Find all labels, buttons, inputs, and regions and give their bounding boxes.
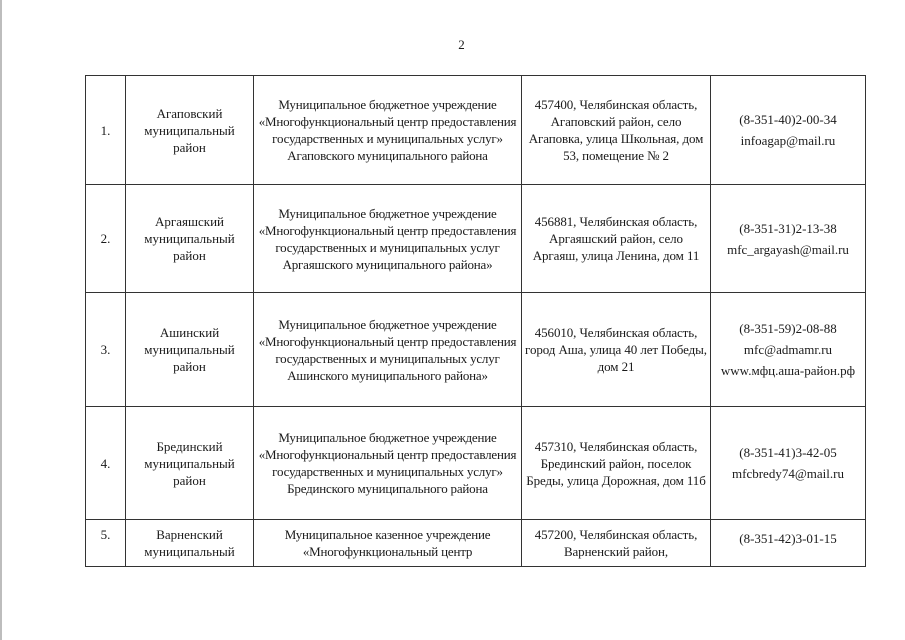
district-name: Агаповский муниципальный район [126,76,254,185]
phone: (8-351-59)2-08-88 [739,321,837,336]
row-number: 2. [86,185,126,293]
phone: (8-351-42)3-01-15 [739,531,837,546]
organization-name: Муниципальное бюджетное учреждение «Многофункциональный центр предоставления государственных и муниципальных услуг Аргаяшского муниципального района» [254,185,522,293]
table-row [86,293,866,407]
phone: (8-351-40)2-00-34 [739,112,837,127]
district-name: Ашинский муниципальный район [126,293,254,407]
contacts [711,76,866,185]
email: infoagap@mail.ru [740,133,836,148]
organization-name: Муниципальное бюджетное учреждение «Многофункциональный центр предоставления государственных и муниципальных услуг» Брединского муниципального района [254,407,522,520]
address: 457200, Челябинская область, Варненский район, [522,520,711,567]
website: www.мфц.аша-район.рф [720,363,856,378]
address: 457310, Челябинская область, Брединский район, поселок Бреды, улица Дорожная, дом 11б [522,407,711,520]
address: 456881, Челябинская область, Аргаяшский район, село Аргаяш, улица Ленина, дом 11 [522,185,711,293]
phone: (8-351-31)2-13-38 [739,220,837,236]
table-row [86,520,866,567]
page-edge-shadow [0,0,2,640]
table-row [86,407,866,520]
mfc-registry-table [85,75,866,567]
page-number: 2 [458,37,465,52]
organization-name: Муниципальное казенное учреждение «Многофункциональный центр [254,520,522,567]
row-number: 1. [86,76,126,185]
contacts [711,520,866,567]
district-name: Брединский муниципальный район [126,407,254,520]
email: mfc@admamr.ru [743,342,833,357]
contacts [711,185,866,293]
organization-name: Муниципальное бюджетное учреждение «Многофункциональный центр предоставления государственных и муниципальных услуг» Агаповского муниципального района [254,76,522,185]
row-number: 5. [86,520,126,567]
organization-name: Муниципальное бюджетное учреждение «Многофункциональный центр предоставления государственных и муниципальных услуг Ашинского муниципального района» [254,293,522,407]
email: mfc_argayash@mail.ru [727,241,849,257]
address: 457400, Челябинская область, Агаповский район, село Агаповка, улица Школьная, дом 53, помещение № 2 [522,76,711,185]
district-name: Аргаяшский муниципальный район [126,185,254,293]
row-number: 4. [86,407,126,520]
contacts [711,407,866,520]
table-row [86,76,866,185]
phone: (8-351-41)3-42-05 [739,445,837,460]
contacts [711,293,866,407]
email: mfcbredy74@mail.ru [732,466,844,481]
row-number: 3. [86,293,126,407]
table-row [86,185,866,293]
district-name: Варненский муниципальный [126,520,254,567]
address: 456010, Челябинская область, город Аша, улица 40 лет Победы, дом 21 [522,293,711,407]
